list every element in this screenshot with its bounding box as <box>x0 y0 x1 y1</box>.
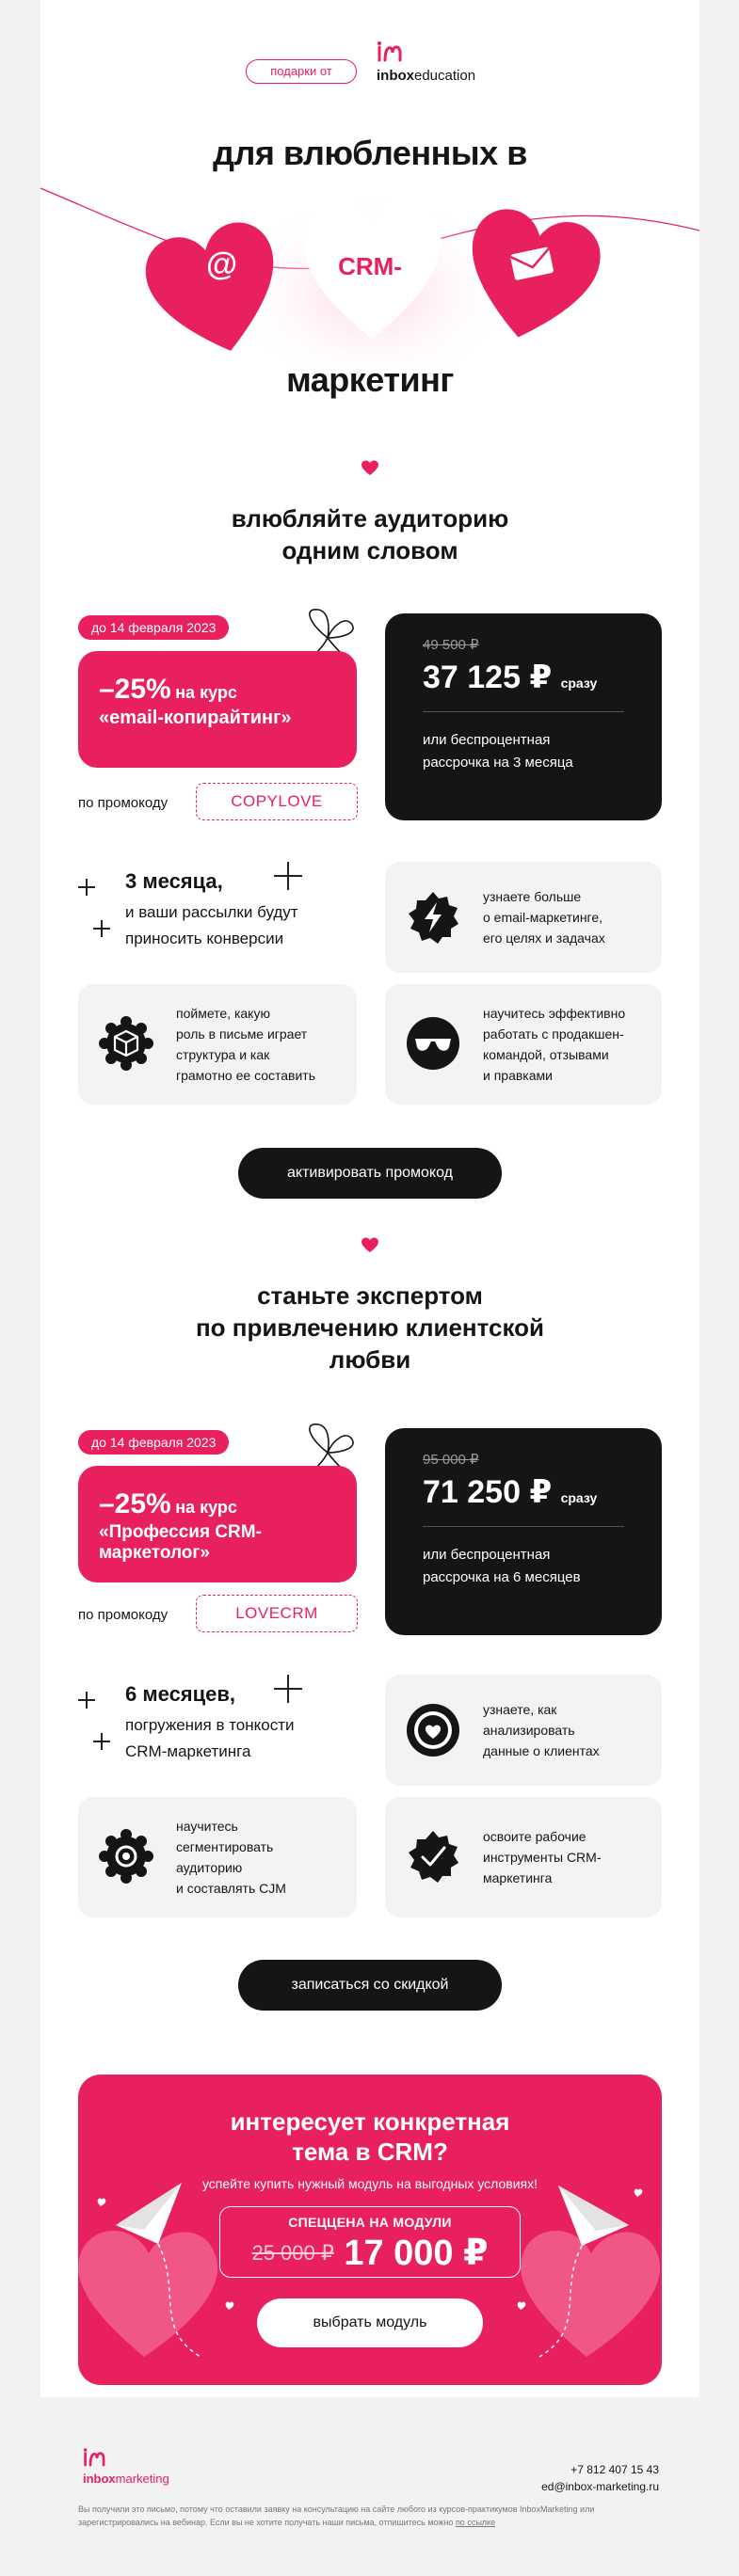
hero-title-line2: маркетинг <box>286 360 454 399</box>
installment-note <box>423 729 624 774</box>
price-new <box>423 659 624 696</box>
installment-line1: или беспроцентная <box>423 732 551 748</box>
activate-promo-button[interactable]: активировать промокод <box>238 1148 502 1199</box>
feature-title: 6 месяцев, <box>125 1682 236 1706</box>
price-card-1 <box>385 613 662 820</box>
lightning-badge-icon <box>406 890 460 945</box>
tile-text <box>176 984 344 1105</box>
tile-line: его целях и задачах <box>483 930 605 946</box>
tile-line: грамотно ее составить <box>176 1068 316 1083</box>
tile-text <box>483 862 649 973</box>
benefit-tile <box>385 1797 662 1917</box>
module-price-new: 17 000 ₽ <box>344 2234 489 2273</box>
course-name-line2: маркетолог» <box>99 1543 210 1563</box>
hero-title-line1: для влюбленных в <box>213 134 527 172</box>
tile-line: работать с продакшен- <box>483 1026 624 1042</box>
envelope-icon <box>508 246 557 280</box>
footer-note-text: Вы получили это письмо, потому что оставили заявку на консультацию на сайте любого из курсов-практикумов InboxMarketing или зарегистрировались на вебинар. Если вы не хотите получать наши письма, отпишитесь можно <box>78 2504 595 2527</box>
banner-title-line2: тема в CRM? <box>292 2138 448 2166</box>
price-new-value: 37 125 ₽ <box>423 660 553 695</box>
tile-line: инструменты CRM- <box>483 1850 602 1865</box>
tile-line: и составлять CJM <box>176 1881 286 1896</box>
price-divider <box>423 711 624 712</box>
tile-text <box>176 1797 344 1917</box>
installment-note <box>423 1544 624 1589</box>
tile-line: и правками <box>483 1068 553 1083</box>
unsubscribe-link[interactable]: по ссылке <box>455 2518 496 2527</box>
banner-subtitle: успейте купить нужный модуль на выгодных условиях! <box>201 2176 538 2191</box>
benefit-tile <box>78 984 357 1105</box>
course-prefix: на курс <box>175 1498 237 1517</box>
logo-sub: marketing <box>115 2472 169 2486</box>
section1-title-line1: влюбляйте аудиторию <box>231 504 509 533</box>
tile-line: освоите рабочие <box>483 1829 586 1844</box>
price-card-2 <box>385 1428 662 1635</box>
tile-line: роль в письме играет <box>176 1026 308 1042</box>
course-name-line1: «Профессия CRM- <box>99 1522 262 1542</box>
module-price-old: 25 000 ₽ <box>251 2240 334 2265</box>
tile-line: поймете, какую <box>176 1006 270 1021</box>
tile-line: узнаете больше <box>483 889 582 904</box>
gear-badge-icon <box>99 1829 153 1884</box>
plus-decoration <box>78 1692 95 1709</box>
section1-title <box>40 502 699 566</box>
tile-line: научитесь эффективно <box>483 1006 626 1021</box>
installment-line2: рассрочка на 6 месяцев <box>423 1569 581 1585</box>
price-unit: сразу <box>560 1490 598 1505</box>
discount: –25% <box>99 1488 171 1519</box>
course-prefix: на курс <box>175 683 237 702</box>
plus-decoration <box>78 879 95 896</box>
feature-line2: приносить конверсии <box>125 930 284 947</box>
date-badge: до 14 февраля 2023 <box>78 1430 229 1455</box>
price-divider <box>423 1526 624 1527</box>
logo-sub: education <box>414 68 476 84</box>
section2-title-line2: по привлечению клиентской <box>195 1313 545 1342</box>
price-label: СПЕЦЦЕНА НА МОДУЛИ <box>288 2215 452 2230</box>
logo-brand: inbox <box>377 68 414 84</box>
banner-title <box>78 2107 662 2167</box>
benefit-tile <box>78 1797 357 1917</box>
enroll-discount-button[interactable]: записаться со скидкой <box>238 1960 502 2011</box>
gift-label-pill: подарки от <box>246 59 357 84</box>
inbox-education-logo[interactable] <box>377 41 490 88</box>
promo-code-box[interactable]: LOVECRM <box>196 1595 358 1632</box>
price-old: 49 500 ₽ <box>423 637 479 653</box>
tile-line: маркетинга <box>483 1870 553 1885</box>
choose-module-button[interactable]: выбрать модуль <box>257 2298 483 2347</box>
discount: –25% <box>99 674 171 705</box>
feature-line1: погружения в тонкости <box>125 1716 295 1734</box>
banner-title-line1: интересует конкретная <box>230 2107 510 2136</box>
benefit-tile <box>385 1675 662 1786</box>
sunglasses-icon <box>406 1016 460 1071</box>
small-heart-icon <box>361 459 379 476</box>
footer-disclaimer <box>78 2503 662 2529</box>
tile-text <box>483 1675 649 1786</box>
promo-label: по промокоду <box>78 795 169 811</box>
tile-line: узнаете, как <box>483 1702 557 1717</box>
section1-title-line2: одним словом <box>281 536 458 564</box>
bow-icon <box>290 1417 365 1473</box>
benefit-tile <box>385 862 662 973</box>
logo-mark-icon <box>83 2448 111 2467</box>
date-badge: до 14 февраля 2023 <box>78 615 229 640</box>
footer-email[interactable]: ed@inbox-marketing.ru <box>541 2480 659 2493</box>
tile-line: командой, отзывами <box>483 1047 609 1062</box>
installment-line1: или беспроцентная <box>423 1547 551 1563</box>
hero-hearts-illustration <box>40 179 699 386</box>
logo-mark-icon <box>377 41 409 62</box>
target-icon <box>406 1703 460 1757</box>
logo-brand: inbox <box>83 2472 116 2486</box>
plus-decoration <box>93 1733 110 1750</box>
feature-block-2 <box>125 1682 361 1765</box>
price-unit: сразу <box>560 676 598 691</box>
tile-line: анализировать <box>483 1723 575 1738</box>
tile-line: научитесь <box>176 1819 238 1834</box>
cube-badge-icon <box>99 1016 153 1071</box>
footer-contacts <box>452 2461 659 2495</box>
price-new-value: 71 250 ₽ <box>423 1474 553 1510</box>
small-heart-icon <box>361 1236 379 1253</box>
feature-block-1 <box>125 869 361 952</box>
price-new <box>423 1473 624 1511</box>
email-sheet <box>40 0 699 2397</box>
installment-line2: рассрочка на 3 месяца <box>423 755 573 771</box>
tile-line: данные о клиентах <box>483 1743 600 1758</box>
price-old: 95 000 ₽ <box>423 1452 479 1468</box>
promo-code-box[interactable]: COPYLOVE <box>196 783 358 820</box>
benefit-tile <box>385 984 662 1105</box>
hero-heart-text: CRM- <box>338 252 402 280</box>
feature-title: 3 месяца, <box>125 869 223 893</box>
tile-line: сегментировать <box>176 1839 274 1854</box>
section2-title-line3: любви <box>329 1345 411 1374</box>
feature-line1: и ваши рассылки будут <box>125 903 298 921</box>
tile-line: о email-маркетинге, <box>483 910 603 925</box>
promo-card-2 <box>78 1466 357 1582</box>
at-icon: @ <box>206 246 238 282</box>
tile-line: аудиторию <box>176 1860 243 1875</box>
module-banner <box>78 2075 662 2385</box>
promo-card-1 <box>78 651 357 768</box>
course-name: «email-копирайтинг» <box>99 708 292 728</box>
footer-phone[interactable]: +7 812 407 15 43 <box>570 2463 659 2476</box>
section2-title-line1: станьте экспертом <box>257 1281 483 1310</box>
module-price-box <box>219 2206 521 2278</box>
promo-label: по промокоду <box>78 1607 169 1623</box>
section2-title <box>40 1280 699 1375</box>
star-check-badge-icon <box>406 1829 460 1884</box>
plus-decoration <box>93 920 110 937</box>
module-price <box>220 2232 520 2274</box>
feature-line2: CRM-маркетинга <box>125 1742 251 1760</box>
tile-text <box>483 1797 649 1917</box>
bow-icon <box>290 602 365 659</box>
inbox-marketing-logo[interactable] <box>83 2448 196 2489</box>
tile-line: структура и как <box>176 1047 270 1062</box>
tile-text <box>483 984 649 1105</box>
